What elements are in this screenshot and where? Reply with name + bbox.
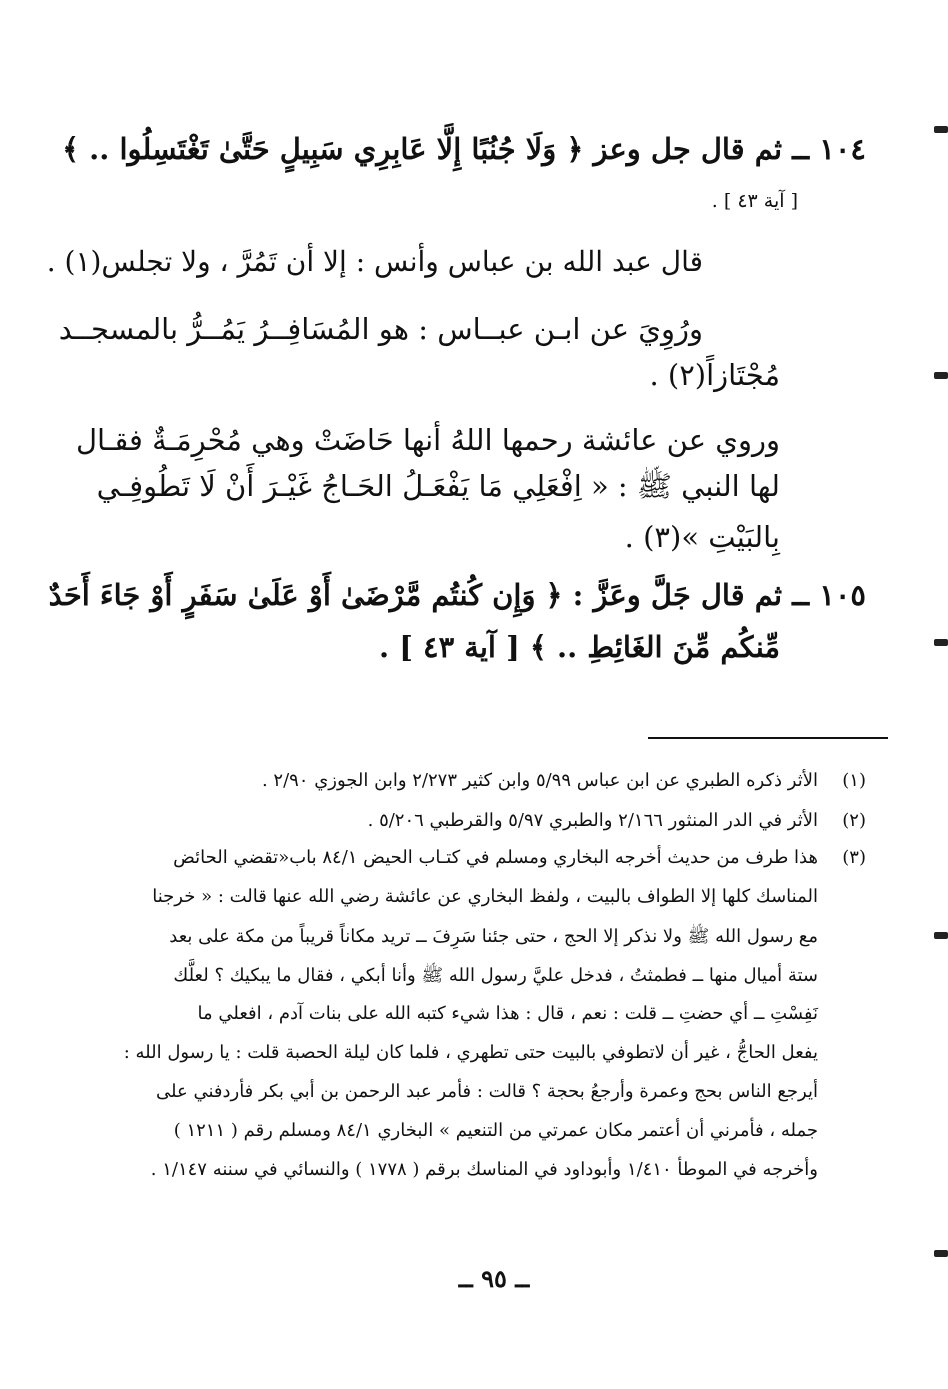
footnote-3-line: ستة أميال منها ــ فطمثتُ ، فدخل عليَّ رسول الله ﷺ وأنا أبكي ، فقال ما يبكيك ؟ لعلَّك [173,965,818,986]
footnote-3-line: وأخرجه في الموطأ ١/٤١٠ وأبوداود في المناسك برقم ( ١٧٧٨ ) والنسائي في سننه ١/١٤٧ . [150,1159,818,1180]
footnote-1-number: (١) [842,770,866,791]
footnote-3-line: مع رسول الله ﷺ ولا نذكر إلا الحج ، حتى جئنا سَرِفَ ــ تريد مكاناً قريباً من مكة على بعد [169,926,818,947]
footnote-2-text: الأثر في الدر المنثور ٢/١٦٦ والطبري ٥/٩٧ والقرطبي ٥/٢٠٦ . [367,810,818,831]
entry-104-verse-ref: [ آية ٤٣ ] . [711,190,798,212]
aisha-line3: بِالبَيْتِ »(٣) . [624,520,780,554]
footnote-3-line: نَفِسْتِ ــ أي حضتِ ــ قلت : نعم ، قال : هذا شيء كتبه الله على بنات آدم ، افعلي ما [197,1003,818,1024]
ibn-abbas-line1: ورُوِيَ عن ابـن عبــاس : هو المُسَافِــرُ يَمُــرُّ بالمسجــد [58,312,703,346]
footnote-1-text: الأثر ذكره الطبري عن ابن عباس ٥/٩٩ وابن كثير ٢/٢٧٣ وابن الجوزي ٢/٩٠ . [261,770,818,791]
margin-mark [934,639,948,646]
footnote-3-line: يفعل الحاجُّ ، غير أن لاتطوفي بالبيت حتى تطهري ، فلما كان ليلة الحصبة قلت : يا رسول الله : [123,1042,818,1063]
margin-mark [934,126,948,133]
footnote-3-number: (٣) [842,847,866,868]
ibn-abbas-anas-line: قال عبد الله بن عباس وأنس : إلا أن تَمُرَّ ، ولا تجلس(١) . [46,245,703,278]
footnote-3-line: هذا طرف من حديث أخرجه البخاري ومسلم في كتـاب الحيض ٨٤/١ باب«تقضي الحائض [173,847,818,868]
aisha-line2: لها النبي ﷺ : « اِفْعَلِي مَا يَفْعَـلُ الحَـاجُ غَيْـرَ أَنْ لَا تَطُوفِـي [96,469,780,503]
footnote-2-number: (٢) [842,810,866,831]
footnote-3-line: أيرجع الناس بحج وعمرة وأرجعُ بحجة ؟ قالت : فأمر عبد الرحمن بن أبي بكر فأردفني على [156,1081,818,1102]
ibn-abbas-line2: مُجْتَازاً(٢) . [649,358,780,392]
margin-mark [934,372,948,379]
footnote-separator [648,737,888,739]
entry-105-line1: ١٠٥ ــ ثم قال جَلَّ وعَزَّ : ﴿ وَإِن كُنتُم مَّرْضَىٰ أَوْ عَلَىٰ سَفَرٍ أَوْ جَاءَ أَحَدٌ [48,578,866,612]
footnote-3-line: جمله ، فأمرني أن أعتمر مكان عمرتي من التنعيم » البخاري ٨٤/١ ومسلم رقم ( ١٢١١ ) [173,1120,818,1141]
margin-mark [934,1250,948,1257]
aisha-line1: وروي عن عائشة رحمها اللهُ أنها حَاضَتْ وهي مُحْرِمَـةٌ فقـال [75,423,780,457]
entry-105-line2: مِّنكُم مِّنَ الغَائِطِ .. ﴾ [ آية ٤٣ ] . [379,630,780,664]
footnote-3-line: المناسك كلها إلا الطواف بالبيت ، ولفظ البخاري عن عائشة رضي الله عنها قالت : « خرجنا [152,886,818,907]
page-number: ــ ٩٥ ــ [458,1264,530,1293]
margin-mark [934,932,948,939]
entry-104-line1: ١٠٤ ــ ثم قال جل وعز ﴿ وَلَا جُنُبًا إِلَّا عَابِرِي سَبِيلٍ حَتَّىٰ تَغْتَسِلُوا .. ﴾ [62,132,866,166]
